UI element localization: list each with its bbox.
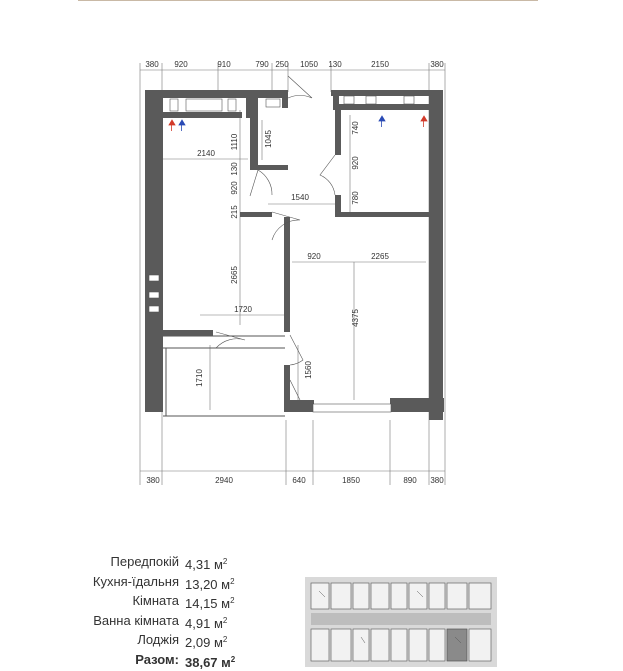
room-area: 2,09 $м^2$ [185,632,255,652]
dim-780: 780 [351,191,360,205]
dim-top-4: 250 [275,60,289,69]
room-area: 14,15 $м^2$ [185,593,255,613]
legend-row-total [60,652,255,671]
dim-bottom-0: 380 [146,476,160,485]
dim-bottom-1: 2940 [215,476,233,485]
dim-top-5: 1050 [300,60,318,69]
top-dimensions [145,60,444,69]
legend-row-bathroom [60,613,255,633]
dim-4375: 4375 [351,309,360,327]
legend-row-hallway [60,554,255,574]
door-swings [216,76,335,400]
room-name: Ванна кімната [60,613,185,633]
dim-920b: 920 [351,156,360,170]
up-arrow-icons [169,116,427,131]
room-area: 4,91 $м^2$ [185,613,255,633]
dim-2265: 2265 [371,252,389,261]
dim-bottom-3: 1850 [342,476,360,485]
dim-215: 215 [230,205,239,219]
dim-920a: 920 [230,181,239,195]
dimension-rails [140,63,445,485]
dim-1045: 1045 [264,130,273,148]
dim-920c: 920 [307,252,321,261]
dim-bottom-2: 640 [292,476,306,485]
dim-1560: 1560 [304,361,313,379]
dim-top-2: 910 [217,60,231,69]
dim-top-1: 920 [174,60,188,69]
dim-top-3: 790 [255,60,269,69]
inner-dimensions [195,121,389,387]
dim-top-0: 380 [145,60,159,69]
room-name: Кімната [60,593,185,613]
dim-top-7: 2150 [371,60,389,69]
dim-1710: 1710 [195,369,204,387]
total-label: Разом: [60,652,185,671]
legend-row-kitchen [60,574,255,594]
dim-1110: 1110 [230,133,239,150]
total-area: 38,67 $м^2$ [185,652,255,671]
dim-bottom-4: 890 [403,476,417,485]
dim-top-6: 130 [328,60,342,69]
bottom-dimensions [146,476,444,485]
legend-row-room [60,593,255,613]
floor-key-plan [305,577,497,667]
highlighted-apartment [447,629,467,661]
dim-1540: 1540 [291,193,309,202]
dim-2140: 2140 [197,149,215,158]
dim-top-8: 380 [430,60,444,69]
room-name: Передпокій [60,554,185,574]
dim-bottom-5: 380 [430,476,444,485]
room-name: Кухня-їдальня [60,574,185,594]
room-areas-legend [60,554,255,671]
walls [145,90,444,420]
room-area: 4,31 $м^2$ [185,554,255,574]
room-name: Лоджія [60,632,185,652]
dim-740: 740 [351,121,360,135]
dim-2665: 2665 [230,266,239,284]
dim-1720: 1720 [234,305,252,314]
legend-row-loggia [60,632,255,652]
dim-130: 130 [230,162,239,176]
room-area: 13,20 $м^2$ [185,574,255,594]
